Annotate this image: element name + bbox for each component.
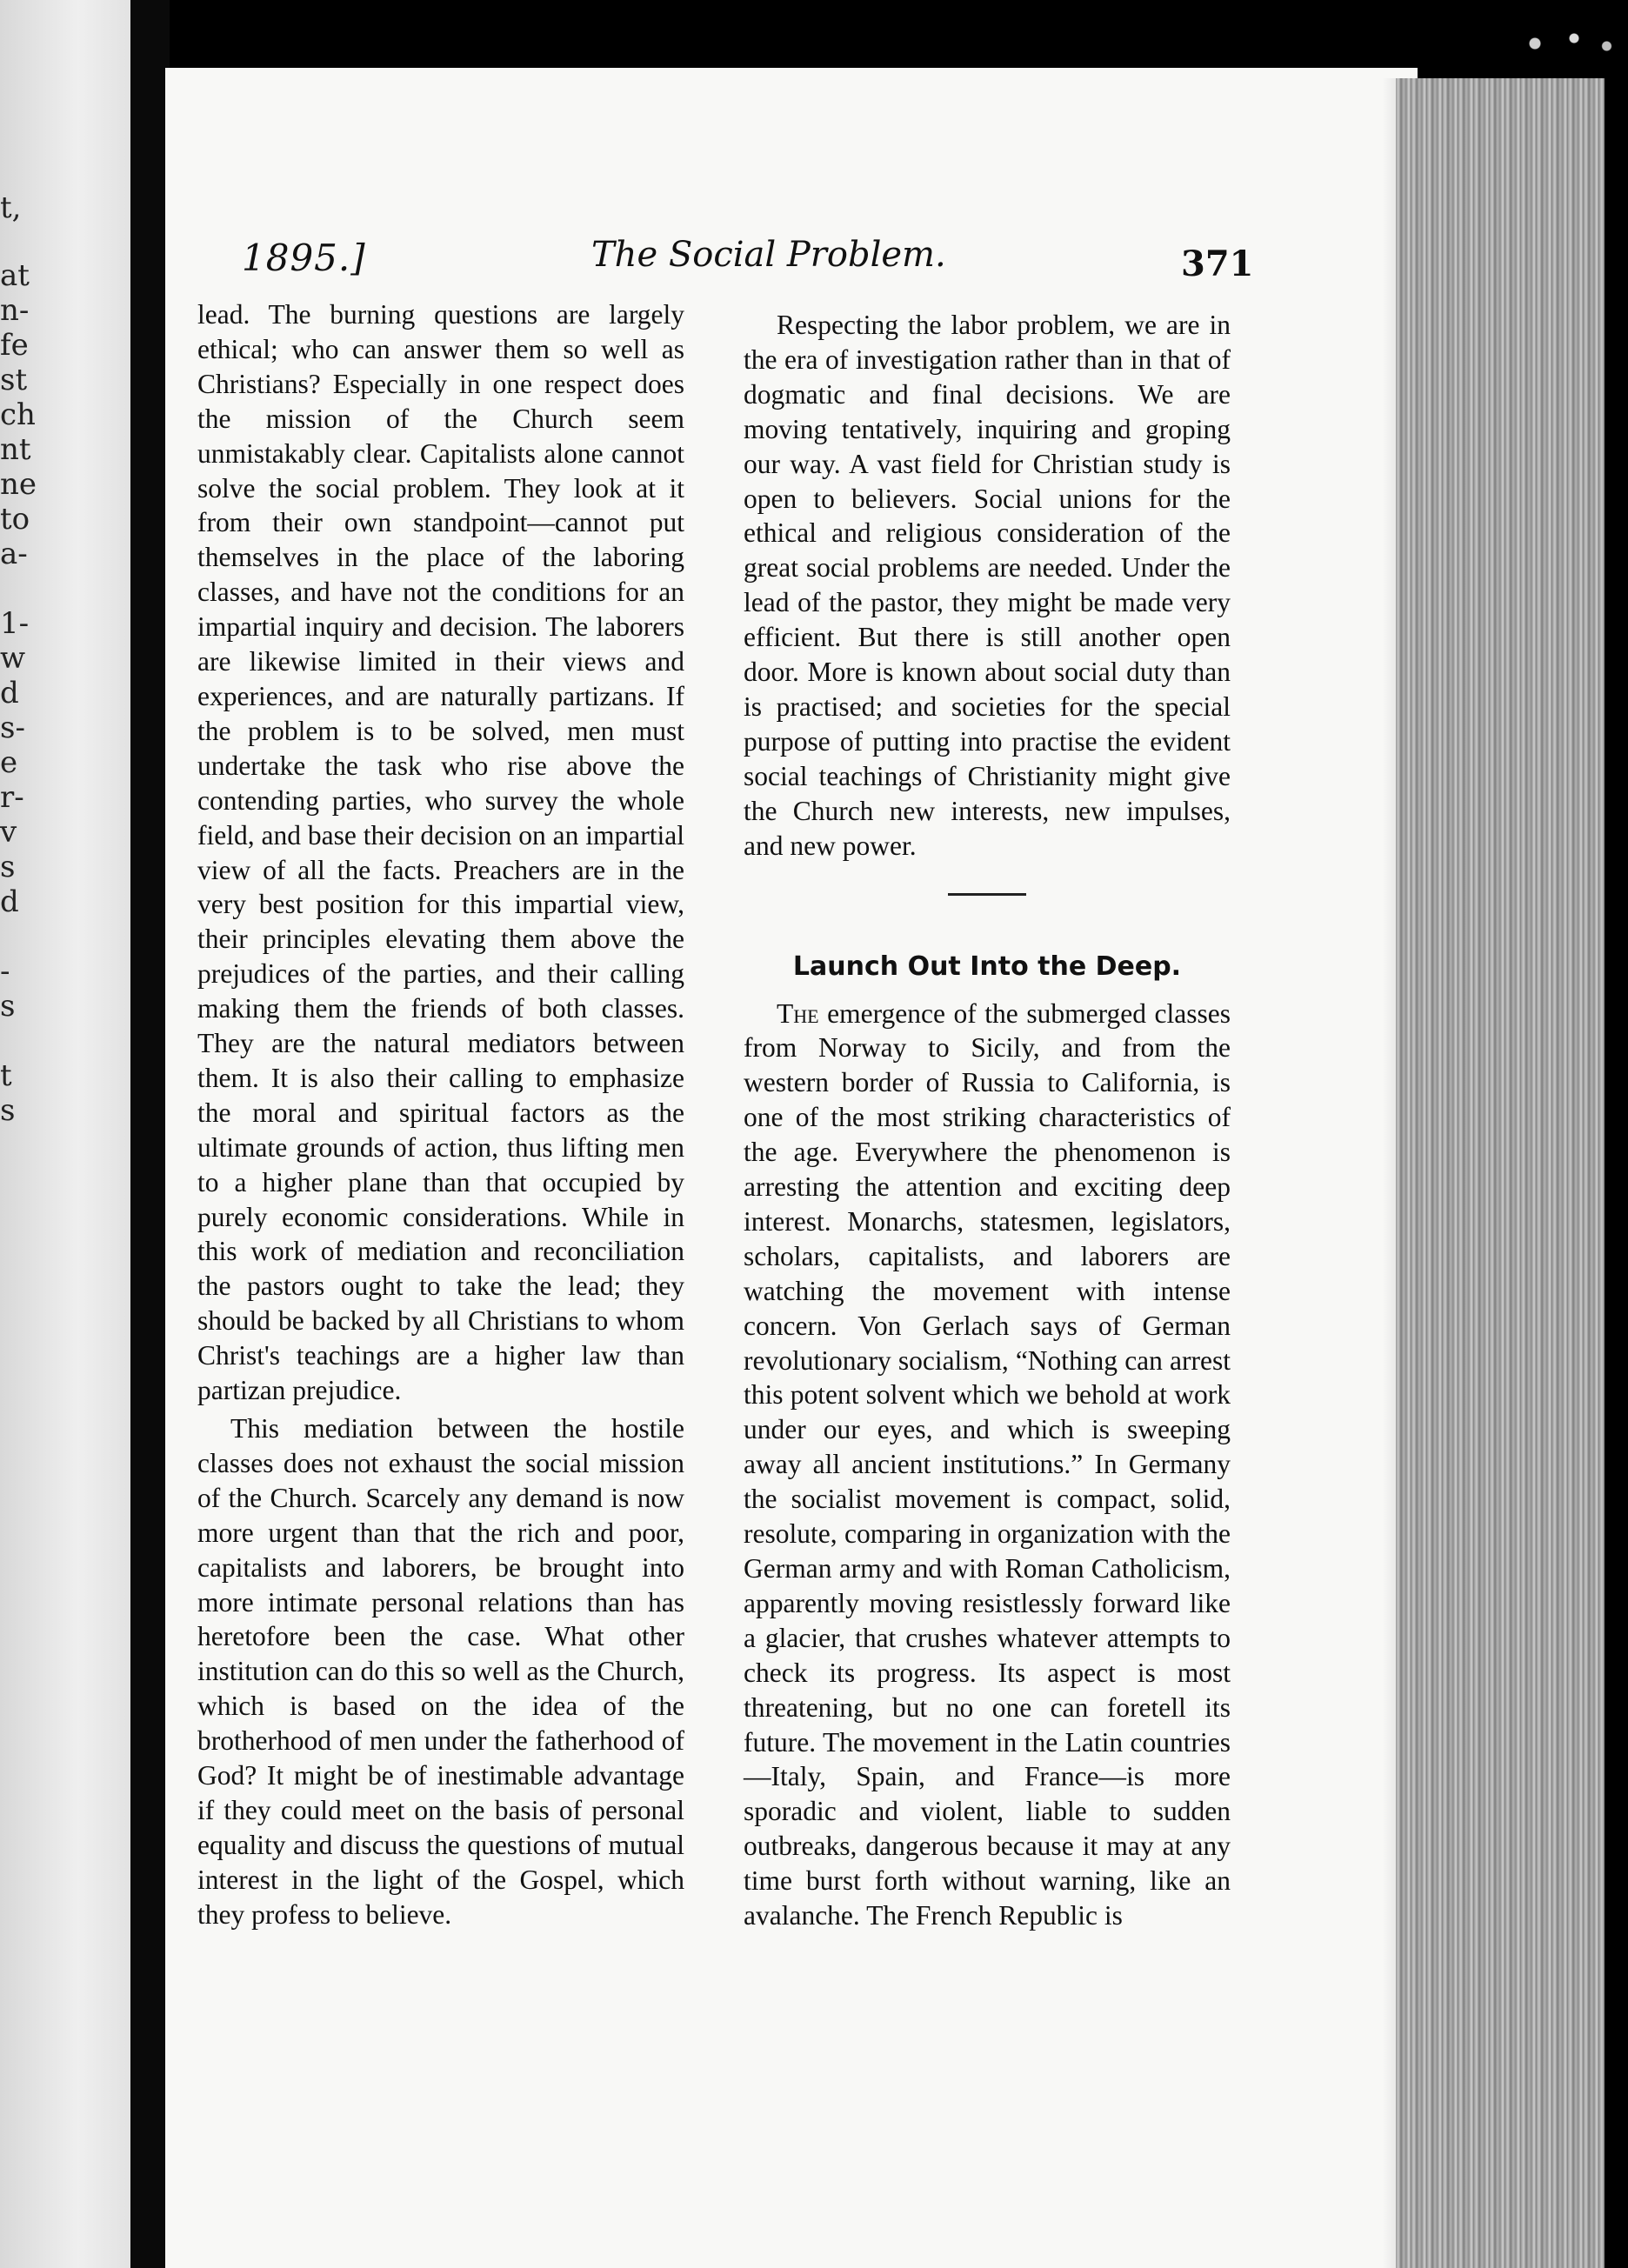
scan-speckle — [1496, 17, 1626, 70]
facing-page-fragment: nt — [0, 432, 31, 467]
page-number: 371 — [1181, 243, 1254, 284]
facing-page-fragment: ne — [0, 467, 37, 502]
page-371 — [165, 68, 1418, 2268]
right-text-column — [744, 308, 1231, 1933]
paragraph-body: emergence of the submerged classes from Norway to Sicily, and from the western border of Russia to California, is one of the most striking characteristics of the age. Everywhere the phenomenon is arresting the attention and exciting deep interest. Monarchs, statesmen, legislators, scholars, capitalists, and laborers are watching the movement with intense concern. Von Gerlach says of German revolutionary socialism, “Nothing can arrest this potent solvent which we behold at work under our eyes, and which is sweeping away all ancient institutions.” In Germany the socialist movement is compact, solid, resolute, comparing in organization with the German army and with Roman Catholicism, apparently moving resistlessly forward like a glacier, that crushes whatever attempts to check its progress. Its aspect is most threatening, but no one can foretell its future. The movement in the Latin countries—Italy, Spain, and France—is more sporadic and violent, liable to sudden outbreaks, dangerous because it may at any time burst forth without warning, like an avalanche. The French Republic is — [744, 997, 1231, 1931]
facing-page-fragment: - — [0, 954, 10, 989]
header-year: 1895.] — [242, 237, 366, 279]
header-title: The Social Problem. — [591, 235, 946, 275]
running-header — [165, 230, 1418, 290]
section-divider-rule — [948, 893, 1026, 896]
section-heading: Launch Out Into the Deep. — [792, 951, 1182, 982]
facing-page-fragment: r- — [0, 780, 24, 815]
facing-page-fragment: v — [0, 815, 17, 850]
left-text-column — [197, 297, 684, 1932]
paragraph-continuation: lead. The burning questions are largely ethical; who can answer them so well as Christians? Especially in one respect does the mission of the Church seem unmistakably clear. Capitalists alone cannot solve the social problem. They look at it from their own standpoint—cannot put themselves in the place of the laboring classes, and have not the conditions for an impartial inquiry and decision. The laborers are likewise limited in their views and experiences, and are naturally partizans. If the problem is to be solved, men must undertake the task who rise above the contending parties, who survey the whole field, and base their decision on an impartial view of all the facts. Preachers are in the very best position for this impartial view, their principles elevating them above the prejudices of the parties, and their calling making them the friends of both classes. They are the natural mediators between them. It is also their calling to emphasize the moral and spiritual factors as the ultimate grounds of action, thus lifting men to a higher plane than that occupied by purely economic considerations. While in this work of mediation and reconciliation the pastors ought to take the lead; they should be backed by all Christians to whom Christ's teachings are a higher law than partizan prejudice. — [197, 299, 684, 1406]
facing-page-fragment: w — [0, 641, 26, 676]
facing-page-fragment: t — [0, 1058, 12, 1093]
facing-page-fragment: e — [0, 745, 18, 780]
paragraph-labor-problem: Respecting the labor problem, we are in the era of investigation rather than in that of dogmatic and final decisions. We are moving tentatively, inquiring and groping our way. A vast field for Christian study is open to believers. Social unions for the ethical and religious consideration of the great social problems are needed. Under the lead of the pastor, they might be made very efficient. But there is still another open door. More is known about social duty than is practised; and societies for the special purpose of putting into practise the evident social teachings of Christianity might give the Church new interests, new impulses, and new power. — [744, 310, 1231, 861]
facing-page-fragment: ch — [0, 397, 36, 432]
paragraph-launch-out — [744, 997, 1231, 1933]
facing-page-fragment: a- — [0, 537, 28, 571]
facing-page-fragment: 1- — [0, 606, 30, 641]
facing-page-fragment: s — [0, 850, 16, 884]
facing-page-fragment: fe — [0, 328, 29, 363]
facing-page-fragment: st — [0, 363, 28, 397]
facing-page-fragment: d — [0, 884, 19, 919]
facing-page-edge — [0, 0, 130, 2268]
facing-page-fragment: n- — [0, 293, 30, 328]
facing-page-fragment: s- — [0, 710, 25, 745]
facing-page-fragment: t, — [0, 190, 22, 225]
page-stack-edges — [1396, 78, 1605, 2268]
facing-page-fragment: s — [0, 989, 16, 1024]
book-gutter — [130, 0, 170, 2268]
facing-page-fragment: d — [0, 676, 19, 710]
facing-page-fragment: at — [0, 258, 30, 293]
paragraph-lead-word: The — [777, 997, 819, 1029]
facing-page-fragment: to — [0, 502, 30, 537]
paragraph-mediation: This mediation between the hostile classes does not exhaust the social mission of the Church. Scarcely any demand is now more urgent than that the rich and poor, capitalists and laborers, be brought into more intimate personal relations than has heretofore been the case. What other institution can do this so well as the Church, which is based on the idea of the brotherhood of men under the fatherhood of God? It might be of inestimable advantage if they could meet on the basis of personal equality and discuss the questions of mutual interest in the light of the Gospel, which they profess to believe. — [197, 1413, 684, 1930]
facing-page-fragment: s — [0, 1093, 16, 1128]
